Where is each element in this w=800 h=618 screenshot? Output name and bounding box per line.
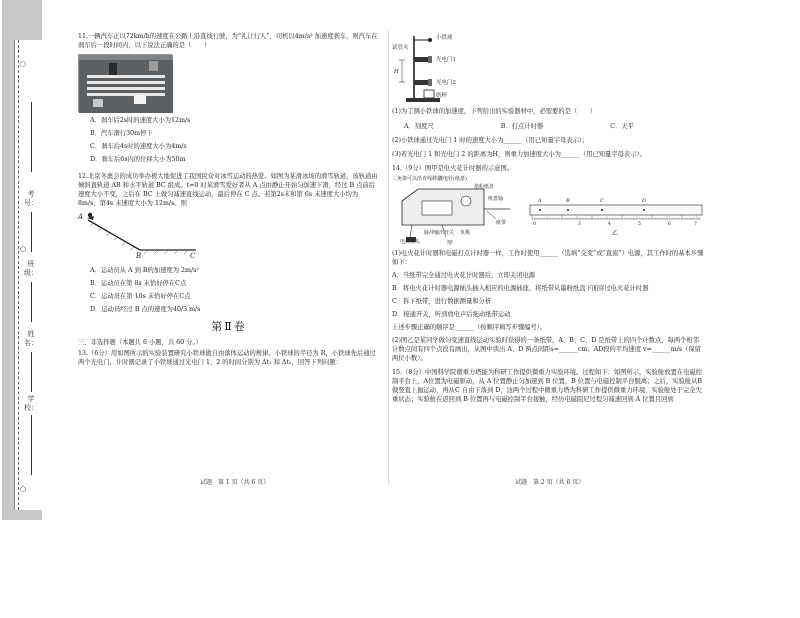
q12-option-d[interactable]: D．运动员经过 B 点的速度为40/3 m/s (90, 306, 201, 313)
section-note: 三、非选择题（本题共 6 小题，共 60 分。） (78, 339, 202, 346)
height-label: H (394, 69, 399, 75)
question-11-stem: 11.一辆汽车正以72km/h的速度在公路上沿直线行驶，为“礼让行人”，司机以4m/s² 加速度刹车，则汽车在刹车后一段时间内，以下说法正确的是（ ） (78, 33, 378, 49)
page-footer-left: 试题 第 1 页（共 6 页） (200, 479, 270, 486)
q13-part-1-options (404, 122, 634, 131)
photogate-2-label: 光电门2 (436, 80, 456, 86)
clamp-label: 试管夹 (392, 45, 409, 51)
school-field-underline (31, 415, 32, 475)
q11-option-c[interactable]: C．刹车后4s时的速度大小为4m/s (90, 143, 187, 150)
column-divider (388, 30, 389, 485)
ruler-mark-0: 0 (533, 222, 536, 227)
q13-part-1: (1)为了测小铁球的加速度，下列给出的实验器材中，必需要的是（ ） (392, 108, 597, 115)
strip-underline-top (24, 100, 38, 174)
seal-mark: ○ (20, 485, 27, 493)
q11-option-b[interactable]: B．汽车滑行30m停下 (90, 130, 153, 137)
free-fall-apparatus-diagram (392, 32, 492, 104)
class-field[interactable]: 班级： (24, 260, 38, 277)
q14-order-line: 上述步骤正确的顺序是______（按顺序填写步骤编号）。 (392, 324, 547, 331)
timer-label-switch: 脉冲输出开关 (424, 230, 455, 236)
q14-step-d: D．接通开关，听到放电声后拖动纸带运动 (392, 311, 511, 318)
timer-label-plug: 电源插头 (400, 239, 421, 245)
timer-label-rail: 三角架可以沿直线移动 (392, 176, 443, 182)
tape-point-a: A (538, 198, 542, 204)
exam-number-field[interactable]: 考号： (24, 190, 38, 207)
question-15-stem: 15.（8分）中国科学院微重力塔能为科研工作提供微重力实验环境。过程如下：如图所示，实验舱放置在电磁控制平台上，A位置为电磁驱动，从 A 位置静止匀加速到 B 位置，B 位置与电磁控制平台脱离；之后，实验舱从B 做竖直上抛运动，再从C 自由下落到 D，这两个过程中微重力塔为科研工作提供微重力环境，实验舱处于完全失重状态；实验舱在返回到 B 位置再与电磁控制平台接触，经历电磁阻尼过程匀减速回到 A 位置且回到 (392, 369, 703, 403)
question-14-stem: 14.（9分）图甲是电火花计时器的示意图。 (392, 165, 514, 172)
strip-underline-4 (24, 350, 38, 394)
photogate-1-label: 光电门1 (436, 57, 456, 63)
q11-option-a[interactable]: A．刹车后2s时的速度大小为12m/s (90, 117, 191, 124)
q13-option-b[interactable]: B．打点计时器 (500, 123, 544, 130)
seal-dashed-line (18, 40, 19, 510)
q12-option-c[interactable]: C．运动员在第 10s 末恰好停在C点 (90, 293, 191, 300)
name-field[interactable]: 姓名： (24, 330, 38, 347)
paper-cup-label: 纸杯 (436, 93, 448, 99)
q11-option-d[interactable]: D．刹车后6s内的位移大小为50m (90, 156, 186, 163)
q14-step-b: B．将电火花计时器电源插头插入相应的电源插座，将纸带从墨粉纸盘下面穿过电火花计时器 (392, 285, 649, 292)
crosswalk-photo-image (79, 55, 173, 113)
spark-timer-figures (392, 175, 704, 247)
timer-label-axle: 纸盘轴 (488, 196, 504, 202)
ruler-mark-3: 3 (578, 222, 581, 227)
seal-mark: ○ (20, 245, 27, 253)
binding-strip (0, 0, 44, 520)
tape-point-d: D (642, 198, 647, 204)
traffic-crosswalk-photo (78, 54, 172, 112)
ruler-mark-4: 4 (608, 222, 611, 227)
strip-underline-3 (24, 280, 38, 324)
timer-label-discharge: 放电针(纸盘) (438, 176, 467, 182)
tape-point-c: C (600, 198, 604, 204)
q13-part-2: (2)小铁球通过光电门 1 时的速度大小为______（用已知量字母表示）； (392, 137, 589, 144)
ball-label: 小铁球 (436, 35, 453, 41)
question-13-stem: 13.（6分）用如图所示的实验装置研究小铁球做自由落体运动的规律。小铁球的半径为 R，小铁球先后通过两个光电门，计时器记录了小铁球通过光电门 1、2 的时间分别为 Δt₁ 和 Δt₂，回答下列问题： (78, 350, 376, 366)
point-b-label: B (136, 252, 142, 260)
timer-label-tape: 纸带 (496, 220, 507, 226)
q14-step-a: A．当纸带完全通过电火花计时器后，立即关闭电源 (392, 272, 536, 279)
point-c-label: C (190, 252, 196, 260)
ski-slope-diagram (78, 210, 208, 262)
ski-track-diagram (78, 210, 208, 262)
q14-step-c: C．拆下纸带，进行数据测量和分析 (392, 298, 492, 305)
skier-icon (88, 213, 92, 217)
question-12-stem: 12.北京冬奥会的成功举办极大地促进了我国民众对冰雪运动的热爱。如图为某滑冰场的滑雪轨道，该轨道由倾斜直轨道 AB 和水平轨道 BC 组成。t=0 时某滑雪爱好者从 A 点由静止开始匀加速下滑，经过 B 点前后速度大小不变，之后在 BC 上做匀减速直线运动，最后停在 C 点。若第2s末和第 6s 末速度大小均为 8m/s，第4s 末速度大小为 12m/s。则 (78, 173, 378, 207)
point-a-label: A (78, 213, 84, 221)
q12-option-a[interactable]: A．运动员从 A 到 B的加速度为 2m/s² (90, 267, 199, 274)
school-field[interactable]: 学校： (24, 395, 38, 477)
q12-option-b[interactable]: B．运动员在第 8s 末恰好停在C点 (90, 280, 187, 287)
q14-part-1: (1)电火花计时器和电磁打点计时器一样，工作时使用______（选填“交变”或“直流”）电源，其工作时的基本步骤如下： (392, 250, 704, 266)
q13-option-c[interactable]: C．天平 (610, 123, 634, 130)
q14-part-2: (2)图乙是某同学做匀变速直线运动实验时获得的一条纸带，A、B、C、D 是纸带上的四个计数点，每两个相邻计数点间有四个点没有画出，从图中读出 A、D 两点间距s=______cm；AD段的平均速度 v=______m/s（保留两位小数）。 (392, 337, 701, 362)
q13-option-a[interactable]: A．刻度尺 (404, 123, 434, 130)
tape-point-b: B (566, 198, 570, 204)
figure-caption-b: 乙 (612, 230, 619, 237)
ruler-mark-6: 6 (668, 222, 671, 227)
timer-label-ink: 墨粉纸盘 (474, 184, 495, 190)
q13-part-3: (3)若光电门 1 和光电门 2 的距离为H，则重力加速度大小为______（用已知量字母表示）。 (392, 151, 646, 158)
seal-mark: ○ (20, 60, 27, 68)
figure-caption-a: 甲 (447, 240, 454, 247)
section-title: 第Ⅱ卷 (211, 320, 247, 333)
ruler-mark-7: 7 (694, 222, 697, 227)
page-footer-right: 试题 第 2 页（共 6 页） (515, 479, 585, 486)
right-column (392, 32, 704, 406)
left-column (78, 32, 380, 369)
ruler-mark-5: 5 (638, 222, 641, 227)
timer-label-neg: 负极 (460, 230, 471, 236)
